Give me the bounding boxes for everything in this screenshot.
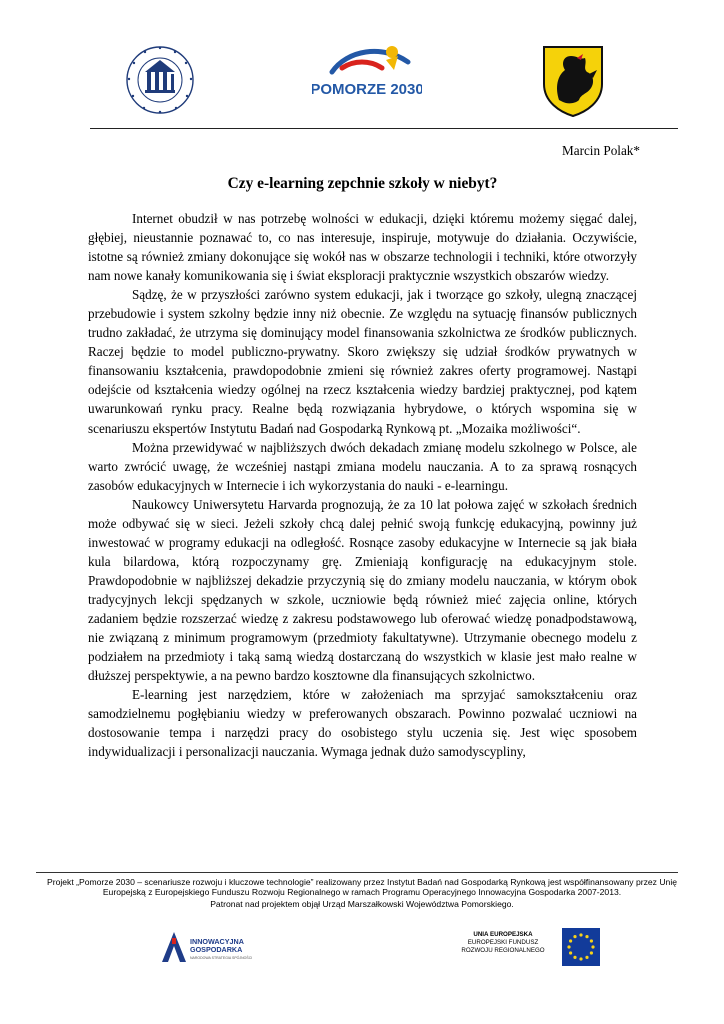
ibngr-seal-icon — [125, 42, 195, 122]
eu-flag-icon — [562, 928, 600, 966]
header-rule — [90, 128, 678, 129]
paragraph: Naukowcy Uniwersytetu Harvarda prognozują, że za 10 lat połowa zajęć w szkołach średnich może odbywać się w sieci. Jeżeli szkoły chcą dalej pełnić swoją funkcję edukacyjną, powinny już inwestować w programy edukacji na odległość. Rosnące zasoby edukacyjne w Internecie są jak biała kula bilardowa, którą rozpoczynamy grę. Zmieniają konfigurację na edukacyjnym stole. Prawdopodobnie w najbliższej dekadzie przyczynią się do zmiany modelu nauczania, w którym obok tradycyjnych lekcji spędzanych w szkole, uczniowie będą również mieć zajęcia online, których zadaniem będzie rozszerzać wiedzę z zakresu podstawowego lub oferować wiedzę ponadpodstawową, nie związaną z minimum programowym (przedmioty fakultatywne). Utrzymanie obecnego modelu z podziałem na przedmioty i taką samą wiedzą dostarczaną do wszystkich w klasie jest mało realne w dłuższej perspektywie, a na pewno bardzo kosztowne dla finansujących szkolnictwo. — [88, 496, 637, 684]
author-name: Marcin Polak* — [561, 143, 640, 158]
eu-logo-line1: UNIA EUROPEJSKA — [473, 931, 533, 938]
innowacyjna-gospodarka-logo — [160, 928, 280, 966]
ig-logo-line2: GOSPODARKA — [190, 945, 243, 954]
pomorze-2030-logo-icon — [312, 42, 422, 104]
paragraph: Sądzę, że w przyszłości zarówno system edukacji, jak i tworzące go szkoły, ulegną znaczącej przebudowie i system szkolny będzie inny niż obecnie. Ze względu na sytuację finansów publicznych trudno zakładać, że utrzyma się dominujący model finansowania szkolnictwa ze środków publicznych. Raczej będzie to model publiczno-prywatny. Skoro zwiększy się udział środków prywatnych w finansowaniu kształcenia, prawdopodobnie zmieni się również zakres oferty programowej. Nastąpi odejście od kształcenia wiedzy ogólnej na rzecz kształcenia wiedzy bardziej praktycznej, pod kątem uwarunkowań rynku pracy. Realne będą rozwiązania hybrydowe, o których wspomina się w scenariuszu ekspertów Instytutu Badań nad Gospodarką Rynkową pt. „Mozaika możliwości“. — [88, 287, 637, 436]
article-title: Czy e-learning zepchnie szkoły w niebyt? — [227, 175, 498, 192]
ig-logo-line3: NARODOWA STRATEGIA SPÓJNOŚCI — [190, 956, 253, 960]
eu-logo-line3: ROZWOJU REGIONALNEGO — [461, 947, 545, 954]
paragraph: E-learning jest narzędziem, które w założeniach ma sprzyjać samokształceniu oraz samodzielnemu pogłębianiu wiedzy w preferowanych obszarach. Powinno pozwalać uczniowi na dostosowanie tempa i narzędzi pracy do osobistego stylu uczenia się. Jest więc sposobem indywidualizacji i personalizacji nauczania. Wymaga jednak dużo samodyscypliny, — [88, 687, 637, 760]
pomorze-logo-text: POMORZE 2030 — [312, 81, 422, 98]
pomeranian-griffin-crest-icon — [541, 44, 605, 118]
footer-note — [40, 877, 684, 909]
ig-logo-line1: INNOWACYJNA — [190, 937, 244, 946]
paragraph: Można przewidywać w najbliższych dwóch dekadach zmianę modelu szkolnego w Polsce, ale warto zwrócić uwagę, że wcześniej nastąpi zmiana modelu nauczania. A to za sprawą rosnących zasobów edukacyjnych w Internecie i ich wykorzystania do nauki - e-learningu. — [88, 439, 637, 493]
patronage-note: Patronat nad projektem objął Urząd Marszałkowski Województwa Pomorskiego. — [210, 898, 514, 909]
article-body — [88, 209, 637, 761]
eu-erdf-logo — [448, 928, 600, 966]
footer-rule — [36, 872, 678, 873]
eu-logo-line2: EUROPEJSKI FUNDUSZ — [467, 939, 539, 946]
project-note: Projekt „Pomorze 2030 – scenariusze rozwoju i kluczowe technologie” realizowany przez Instytut Badań nad Gospodarką Rynkową jest współfinansowany przez Unię Europejską z Europejskiego Funduszu Rozwoju Regionalnego w ramach Programu Operacyjnego Innowacyjna Gospodarka 2007-2013. — [46, 877, 678, 898]
paragraph: Internet obudził w nas potrzebę wolności w edukacji, dzięki któremu możemy sięgać dalej, głębiej, nieustannie poznawać to, co nas interesuje, inspiruje, motywuje do działania. Oczywiście, istotne są również zmiany dokonujące się wokół nas w obszarze technologii i techniki, które otworzyły nam nowe kanały komunikowania się i świat eksploracji praktycznie wszystkich obszarów wiedzy. — [88, 211, 637, 284]
ig-emblem-icon — [160, 928, 188, 966]
